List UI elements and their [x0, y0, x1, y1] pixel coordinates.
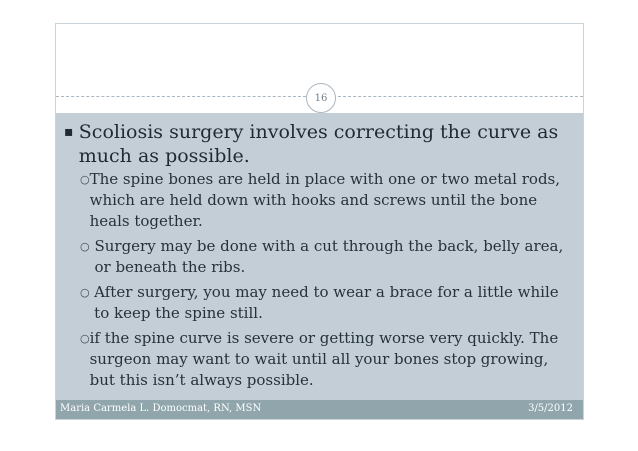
circle-bullet-icon: ○ — [80, 173, 90, 186]
header-rule-right — [338, 96, 583, 97]
sub-bullet — [80, 282, 570, 324]
sub-bullet-text: Surgery may be done with a cut through the back, belly area, or beneath the ribs. — [94, 237, 564, 276]
footer-bar — [56, 400, 583, 419]
content-area — [56, 113, 583, 402]
main-bullet-text: Scoliosis surgery involves correcting the curve as much as possible. — [78, 121, 559, 167]
sub-bullet-text: The spine bones are held in place with one or two metal rods, which are held down with hooks and screws until the bone heals together. — [89, 170, 561, 230]
sub-bullet-text: After surgery, you may need to wear a brace for a little while to keep the spine still. — [94, 283, 559, 322]
page-number: 16 — [306, 83, 336, 113]
circle-bullet-icon: ○ — [80, 286, 90, 299]
sub-bullet — [80, 328, 570, 391]
footer-date: 3/5/2012 — [528, 403, 573, 414]
square-bullet-icon: ▪ — [64, 124, 74, 140]
sub-bullet-list — [80, 169, 570, 395]
main-bullet — [64, 120, 564, 168]
slide — [55, 23, 584, 420]
circle-bullet-icon: ○ — [80, 240, 90, 253]
circle-bullet-icon: ○ — [80, 332, 90, 345]
sub-bullet — [80, 236, 570, 278]
footer-author: Maria Carmela L. Domocmat, RN, MSN — [60, 403, 262, 414]
header-rule-left — [56, 96, 306, 97]
sub-bullet-text: if the spine curve is severe or getting worse very quickly. The surgeon may want to wait until all your bones stop growing, but this isn’t always possible. — [89, 329, 559, 389]
sub-bullet — [80, 169, 570, 232]
